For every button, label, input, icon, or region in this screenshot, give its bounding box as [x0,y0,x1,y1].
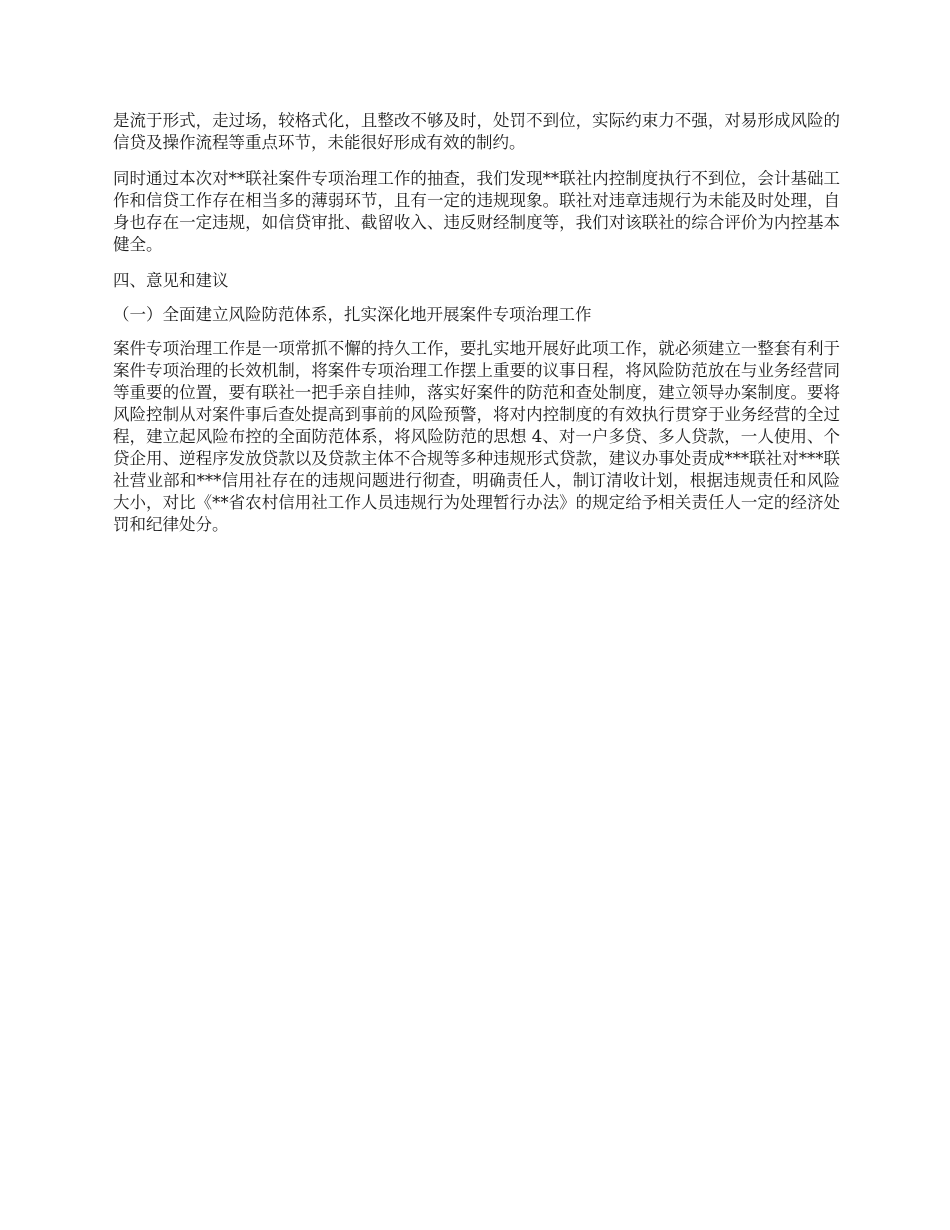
paragraph-1: 是流于形式，走过场，较格式化，且整改不够及时，处罚不到位，实际约束力不强，对易形成风险的信贷及操作流程等重点环节，未能很好形成有效的制约。 [113,111,840,152]
paragraph-2: 同时通过本次对**联社案件专项治理工作的抽查，我们发现**联社内控制度执行不到位，会计基础工作和信贷工作存在相当多的薄弱环节，且有一定的违规现象。联社对违章违规行为未能及时处理，自身也存在一定违规，如信贷审批、截留收入、违反财经制度等，我们对该联社的综合评价为内控基本健全。 [113,169,840,254]
section-heading: 四、意见和建议 [113,271,229,290]
document-body [113,110,840,550]
subsection-heading: （一）全面建立风险防范体系，扎实深化地开展案件专项治理工作 [113,305,592,324]
paragraph-3: 案件专项治理工作是一项常抓不懈的持久工作，要扎实地开展好此项工作，就必须建立一整套有利于案件专项治理的长效机制，将案件专项治理工作摆上重要的议事日程，将风险防范放在与业务经营同等重要的位置，要有联社一把手亲自挂帅，落实好案件的防范和查处制度，建立领导办案制度。要将风险控制从对案件事后查处提高到事前的风险预警，将对内控制度的有效执行贯穿于业务经营的全过程，建立起风险布控的全面防范体系，将风险防范的思想 4、对一户多贷、多人贷款，一人使用、个贷企用、逆程序发放贷款以及贷款主体不合规等多种违规形式贷款，建议办事处责成***联社对***联社营业部和***信用社存在的违规问题进行彻查，明确责任人，制订清收计划，根据违规责任和风险大小，对比《**省农村信用社工作人员违规行为处理暂行办法》的规定给予相关责任人一定的经济处罚和纪律处分。 [113,339,840,534]
